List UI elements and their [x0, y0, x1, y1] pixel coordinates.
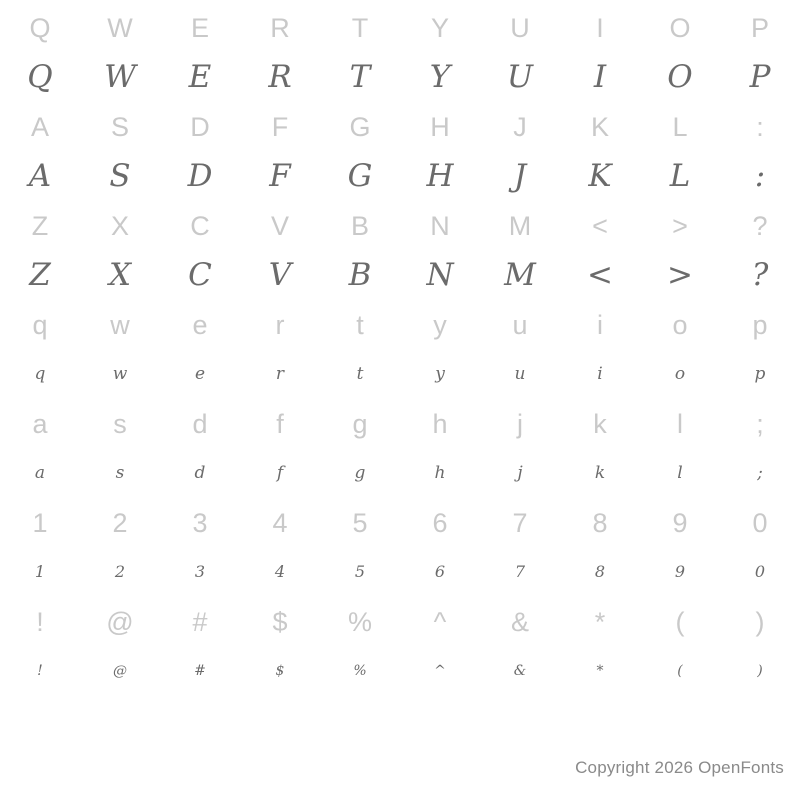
- glyph-sample: S: [109, 158, 131, 194]
- key-label-row: [0, 400, 800, 450]
- glyph-sample: t: [356, 364, 364, 384]
- key-label: a: [32, 409, 48, 439]
- key-label: G: [349, 112, 371, 142]
- key-label-row: [0, 202, 800, 252]
- key-label: q: [32, 310, 48, 340]
- glyph-sample: o: [674, 364, 686, 384]
- glyph-row: [0, 54, 800, 103]
- glyph-sample: Z: [29, 257, 51, 293]
- key-label: j: [517, 409, 523, 439]
- key-label: :: [756, 112, 764, 142]
- key-label: i: [597, 310, 603, 340]
- glyph-sample: M: [504, 257, 536, 293]
- key-label: R: [270, 13, 290, 43]
- glyph-sample: ^: [434, 663, 446, 679]
- glyph-sample: #: [194, 663, 206, 679]
- glyph-sample: p: [754, 364, 766, 384]
- glyph-sample: 8: [594, 562, 606, 581]
- glyph-sample: <: [587, 257, 613, 293]
- key-label: &: [510, 607, 529, 637]
- key-label: ^: [433, 607, 447, 637]
- key-label: A: [30, 112, 49, 142]
- glyph-sample: i: [597, 364, 603, 384]
- glyph-sample: G: [347, 158, 373, 194]
- key-label: 7: [512, 508, 528, 538]
- key-label: 1: [32, 508, 48, 538]
- glyph-sample: 6: [434, 562, 446, 581]
- key-label: ): [755, 607, 765, 637]
- key-label: C: [190, 211, 210, 241]
- key-label: l: [677, 409, 683, 439]
- key-label: W: [107, 13, 133, 43]
- glyph-sample: y: [435, 364, 445, 384]
- glyph-sample: ;: [757, 463, 763, 483]
- key-label: 4: [272, 508, 288, 538]
- key-label: 9: [672, 508, 688, 538]
- glyph-sample: O: [667, 59, 693, 95]
- glyph-sample: h: [434, 463, 446, 483]
- key-label: K: [590, 112, 609, 142]
- key-label: S: [110, 112, 129, 142]
- glyph-sample: 3: [194, 562, 206, 581]
- glyph-sample: ?: [751, 257, 769, 293]
- copyright-notice: Copyright 2026 OpenFonts: [575, 758, 784, 777]
- key-label: ;: [756, 409, 764, 439]
- glyph-row: [0, 450, 800, 499]
- glyph-sample: :: [754, 158, 766, 194]
- key-label: 2: [112, 508, 128, 538]
- glyph-sample: L: [669, 158, 691, 194]
- glyph-sample: 7: [514, 562, 526, 581]
- glyph-sample: f: [276, 463, 284, 483]
- glyph-sample: e: [194, 364, 206, 384]
- glyph-sample: J: [513, 158, 527, 194]
- glyph-sample: W: [104, 59, 136, 95]
- key-label: U: [510, 13, 530, 43]
- key-label: %: [347, 607, 372, 637]
- glyph-sample: d: [194, 463, 206, 483]
- glyph-sample: R: [268, 59, 292, 95]
- key-label: V: [270, 211, 289, 241]
- glyph-sample: H: [426, 158, 454, 194]
- glyph-sample: >: [667, 257, 693, 293]
- glyph-sample: 0: [754, 562, 766, 581]
- glyph-sample: F: [269, 158, 291, 194]
- key-label: 3: [192, 508, 208, 538]
- key-label: f: [276, 409, 284, 439]
- key-label: Z: [31, 211, 49, 241]
- glyph-sample: N: [426, 257, 454, 293]
- key-label: y: [433, 310, 447, 340]
- glyph-sample: w: [112, 364, 128, 384]
- key-label: 5: [352, 508, 368, 538]
- key-label: E: [190, 13, 209, 43]
- key-label: P: [750, 13, 769, 43]
- key-label: r: [275, 310, 285, 340]
- key-label: Y: [430, 13, 449, 43]
- glyph-sample: V: [268, 257, 292, 293]
- glyph-sample: !: [37, 663, 43, 679]
- glyph-sample: u: [514, 364, 526, 384]
- glyph-sample: B: [348, 257, 372, 293]
- key-label: e: [192, 310, 208, 340]
- glyph-row: [0, 351, 800, 400]
- glyph-sample: $: [275, 663, 285, 679]
- key-label: X: [110, 211, 129, 241]
- key-label: ?: [752, 211, 768, 241]
- glyph-sample: D: [187, 158, 213, 194]
- glyph-sample: %: [353, 663, 367, 679]
- key-label: h: [432, 409, 448, 439]
- glyph-sample: *: [596, 663, 604, 679]
- key-label: J: [513, 112, 527, 142]
- key-label: 0: [752, 508, 768, 538]
- glyph-sample: 2: [114, 562, 126, 581]
- key-label: H: [430, 112, 450, 142]
- key-label: Q: [29, 13, 51, 43]
- glyph-sample: 9: [674, 562, 686, 581]
- key-label: <: [592, 211, 608, 241]
- glyph-sample: a: [34, 463, 46, 483]
- glyph-row: [0, 549, 800, 598]
- key-label: d: [192, 409, 208, 439]
- glyph-sample: Y: [429, 59, 451, 95]
- key-label: (: [675, 607, 685, 637]
- key-label: p: [752, 310, 768, 340]
- key-label: N: [430, 211, 450, 241]
- glyph-sample: 4: [274, 562, 286, 581]
- key-label: t: [356, 310, 364, 340]
- glyph-sample: s: [115, 463, 125, 483]
- glyph-sample: &: [513, 663, 527, 679]
- key-label: D: [190, 112, 210, 142]
- key-label: 8: [592, 508, 608, 538]
- key-label: O: [669, 13, 691, 43]
- key-label-row: [0, 4, 800, 54]
- glyph-sample: @: [113, 663, 127, 679]
- glyph-sample: 1: [34, 562, 46, 581]
- key-label: k: [593, 409, 607, 439]
- key-label: 6: [432, 508, 448, 538]
- key-label-row: [0, 598, 800, 648]
- glyph-sample: k: [594, 463, 606, 483]
- key-label: B: [350, 211, 369, 241]
- glyph-sample: l: [677, 463, 683, 483]
- glyph-sample: T: [349, 59, 371, 95]
- glyph-sample: Q: [27, 59, 53, 95]
- glyph-sample: X: [108, 257, 132, 293]
- glyph-row: [0, 153, 800, 202]
- key-label: #: [192, 607, 208, 637]
- glyph-sample: P: [749, 59, 771, 95]
- key-label: T: [351, 13, 369, 43]
- key-label: I: [596, 13, 604, 43]
- glyph-sample: U: [506, 59, 534, 95]
- glyph-sample: C: [188, 257, 212, 293]
- key-label: g: [352, 409, 368, 439]
- key-label-row: [0, 301, 800, 351]
- key-label: u: [512, 310, 528, 340]
- key-label: @: [106, 607, 134, 637]
- glyph-sample: q: [34, 364, 46, 384]
- glyph-sample: ): [757, 663, 763, 679]
- glyph-sample: g: [354, 463, 366, 483]
- key-label-row: [0, 499, 800, 549]
- key-label: >: [672, 211, 688, 241]
- key-label: L: [672, 112, 688, 142]
- glyph-sample: E: [188, 59, 212, 95]
- key-label: *: [594, 607, 606, 637]
- glyph-sample: (: [677, 663, 683, 679]
- key-label: $: [272, 607, 288, 637]
- key-label: o: [672, 310, 688, 340]
- glyph-sample: j: [517, 463, 523, 483]
- key-label: s: [113, 409, 127, 439]
- key-label: w: [110, 310, 130, 340]
- glyph-sample: I: [593, 59, 607, 95]
- key-label: !: [36, 607, 44, 637]
- glyph-sample: K: [588, 158, 612, 194]
- key-label-row: [0, 103, 800, 153]
- glyph-sample: A: [28, 158, 52, 194]
- key-label: M: [508, 211, 532, 241]
- glyph-sample: 5: [354, 562, 366, 581]
- key-label: F: [271, 112, 289, 142]
- glyph-row: [0, 648, 800, 697]
- glyph-row: [0, 252, 800, 301]
- glyph-sample: r: [275, 364, 285, 384]
